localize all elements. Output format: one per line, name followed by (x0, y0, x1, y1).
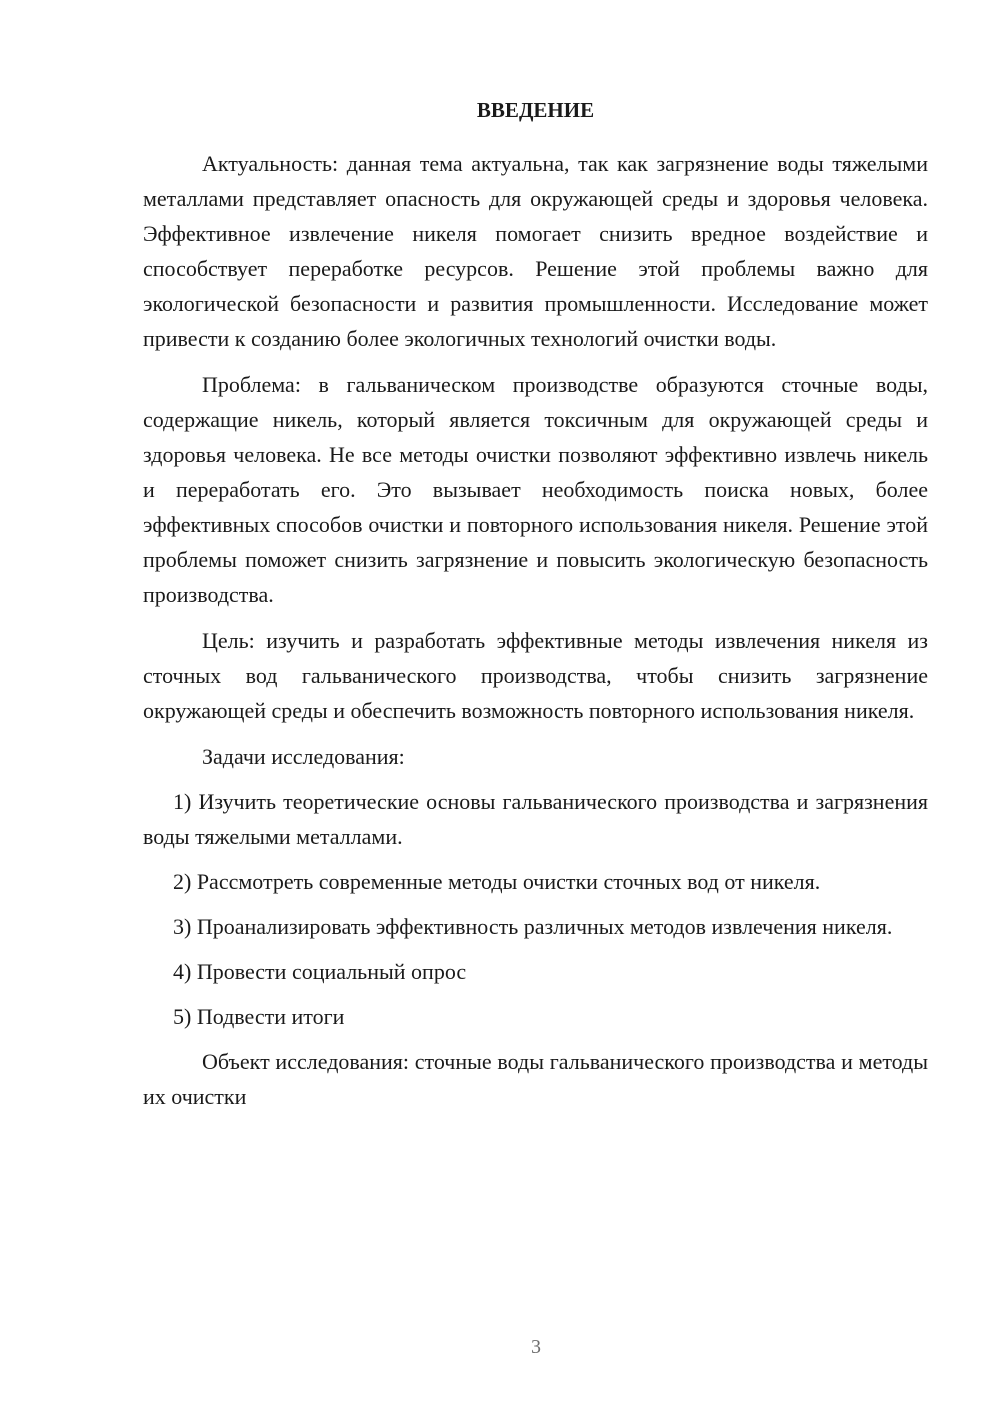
page-number: 3 (531, 1336, 541, 1358)
page-body (143, 96, 928, 1125)
task-item-3: 3) Проанализировать эффективность различных методов извлечения никеля. (173, 914, 893, 939)
task-item-2: 2) Рассмотреть современные методы очистки сточных вод от никеля. (173, 869, 821, 894)
task-item-1: 1) Изучить теоретические основы гальванического производства и загрязнения воды тяжелыми металлами. (143, 789, 928, 849)
task-item-5: 5) Подвести итоги (173, 1004, 345, 1029)
tasks-list (143, 784, 928, 1034)
task-item-4: 4) Провести социальный опрос (173, 959, 467, 984)
section-heading: ВВЕДЕНИЕ (476, 98, 595, 122)
goal-paragraph: Цель: изучить и разработать эффективные методы извлечения никеля из сточных вод гальванического производства, чтобы снизить загрязнение окружающей среды и обеспечить возможность повторного использования никеля. (143, 628, 928, 723)
problem-paragraph: Проблема: в гальваническом производстве образуются сточные воды, содержащие никель, который является токсичным для окружающей среды и здоровья человека. Не все методы очистки позволяют эффективно извлечь никель и переработать его. Это вызывает необходимость поиска новых, более эффективных способов очистки и повторного использования никеля. Решение этой проблемы поможет снизить загрязнение и повысить экологическую безопасность производства. (143, 372, 928, 607)
object-paragraph: Объект исследования: сточные воды гальванического производства и методы их очистки (143, 1049, 928, 1109)
relevance-paragraph: Актуальность: данная тема актуальна, так как загрязнение воды тяжелыми металлами представляет опасность для окружающей среды и здоровья человека. Эффективное извлечение никеля помогает снизить вредное воздействие и способствует переработке ресурсов. Решение этой проблемы важно для экологической безопасности и развития промышленности. Исследование может привести к созданию более экологичных технологий очистки воды. (143, 151, 928, 351)
tasks-heading: Задачи исследования: (202, 744, 405, 769)
